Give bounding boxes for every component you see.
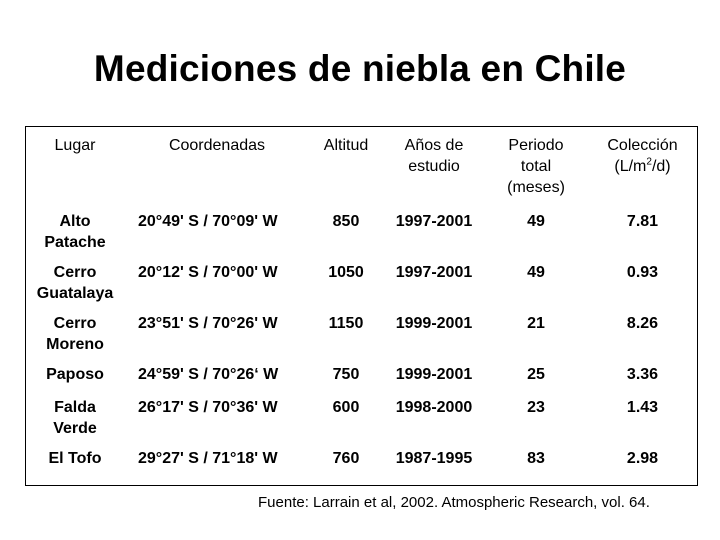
cell-lugar-line2: Patache <box>44 234 106 251</box>
cell-altitud: 850 <box>332 213 360 230</box>
cell-altitud: 760 <box>332 450 360 467</box>
cell-lugar-line1: Cerro <box>53 264 97 281</box>
fog-measurements-table <box>26 127 699 475</box>
data-table-frame <box>25 126 698 486</box>
table-header-row <box>26 127 699 205</box>
header-periodo <box>486 127 586 205</box>
source-citation: Fuente: Larrain et al, 2002. Atmospheric Research, vol. 64. <box>258 494 650 511</box>
header-anios <box>382 127 486 205</box>
header-coleccion <box>586 127 699 205</box>
cell-coordenadas: 29°27' S / 71°18' W <box>138 450 278 467</box>
cell-anios: 1999-2001 <box>395 315 473 332</box>
header-periodo-line1: Periodo <box>508 137 564 154</box>
header-coleccion-line1: Colección <box>607 137 678 154</box>
cell-lugar-line2: Moreno <box>46 336 104 353</box>
cell-altitud: 1150 <box>328 315 364 332</box>
cell-lugar-line1: Alto <box>59 213 91 230</box>
cell-anios: 1987-1995 <box>395 450 473 467</box>
cell-anios: 1999-2001 <box>395 366 473 383</box>
header-coordenadas: Coordenadas <box>168 137 266 154</box>
cell-lugar <box>26 256 124 307</box>
cell-coleccion: 2.98 <box>626 450 659 467</box>
cell-periodo: 23 <box>527 399 545 416</box>
header-anios-line1: Años de <box>404 137 464 154</box>
table-row <box>26 391 699 442</box>
cell-lugar-line1: Falda <box>54 399 96 416</box>
table-row <box>26 205 699 256</box>
cell-lugar: Paposo <box>46 366 104 383</box>
table-row <box>26 307 699 358</box>
table-row <box>26 256 699 307</box>
cell-altitud: 600 <box>332 399 360 416</box>
cell-altitud: 1050 <box>328 264 364 281</box>
cell-coleccion: 8.26 <box>626 315 659 332</box>
cell-coordenadas: 24°59' S / 70°26‘ W <box>138 366 279 383</box>
cell-coordenadas: 20°49' S / 70°09' W <box>138 213 278 230</box>
table-row <box>26 358 699 391</box>
cell-periodo: 25 <box>527 366 545 383</box>
cell-periodo: 49 <box>527 264 545 281</box>
cell-anios: 1998-2000 <box>395 399 473 416</box>
header-coleccion-line2 <box>590 156 695 177</box>
cell-coleccion: 3.36 <box>626 366 659 383</box>
cell-coleccion: 7.81 <box>626 213 659 230</box>
cell-anios: 1997-2001 <box>395 213 473 230</box>
header-coleccion-unit-pre: (L/m <box>614 158 647 175</box>
cell-lugar <box>26 205 124 256</box>
cell-periodo: 49 <box>527 213 545 230</box>
header-periodo-line3: (meses) <box>507 179 565 196</box>
header-coleccion-unit-post: /d) <box>651 158 671 175</box>
cell-coleccion: 0.93 <box>626 264 659 281</box>
page-title: Mediciones de niebla en Chile <box>93 48 627 89</box>
header-lugar: Lugar <box>54 137 96 154</box>
cell-lugar-line2: Verde <box>53 420 97 437</box>
cell-coleccion: 1.43 <box>626 399 659 416</box>
cell-anios: 1997-2001 <box>395 264 473 281</box>
cell-altitud: 750 <box>332 366 360 383</box>
cell-coordenadas: 20°12' S / 70°00' W <box>138 264 278 281</box>
cell-lugar-line1: Cerro <box>53 315 97 332</box>
header-periodo-line2: total <box>520 158 552 175</box>
cell-lugar <box>26 307 124 358</box>
cell-lugar: El Tofo <box>48 450 102 467</box>
cell-lugar-line2: Guatalaya <box>36 285 114 302</box>
table-row <box>26 442 699 475</box>
header-coleccion-unit-sup: 2 <box>646 156 652 168</box>
cell-periodo: 83 <box>527 450 545 467</box>
cell-coordenadas: 26°17' S / 70°36' W <box>138 399 278 416</box>
cell-lugar <box>26 391 124 442</box>
header-anios-line2: estudio <box>408 158 460 175</box>
cell-periodo: 21 <box>527 315 545 332</box>
header-altitud: Altitud <box>323 137 369 154</box>
cell-coordenadas: 23°51' S / 70°26' W <box>138 315 278 332</box>
